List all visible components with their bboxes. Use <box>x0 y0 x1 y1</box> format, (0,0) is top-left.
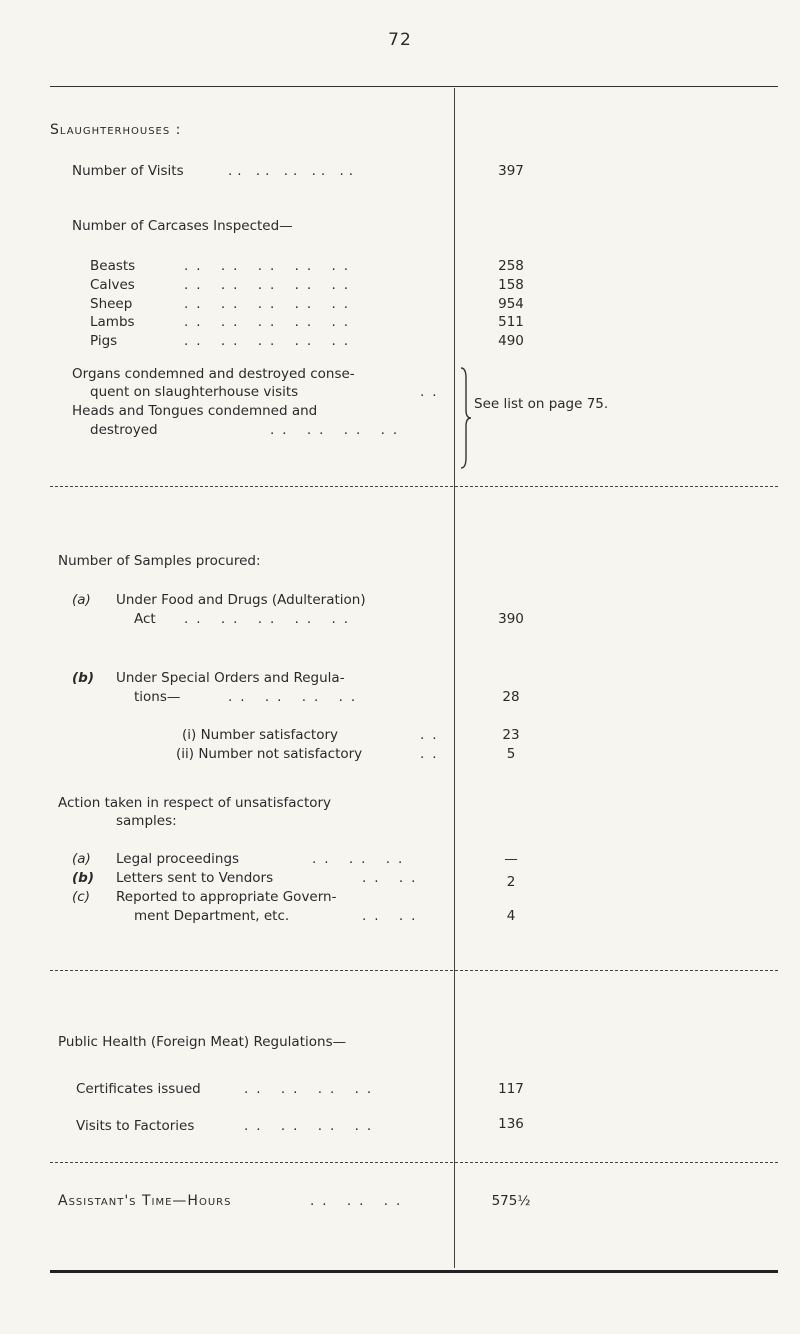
leader-dots: .. <box>420 746 445 762</box>
organs-line: quent on slaughterhouse visits <box>90 384 299 400</box>
factories-value: 136 <box>498 1116 524 1132</box>
samples-satisfactory-label: (i) Number satisfactory <box>182 727 339 743</box>
leader-dots: .. .. .. <box>312 851 411 867</box>
carcases-label: Number of Carcases Inspected— <box>72 218 293 234</box>
assistant-label: Assistant's Time—Hours <box>58 1193 232 1209</box>
samples-a-line: Act <box>134 611 156 627</box>
visits-label: Number of Visits <box>72 163 184 179</box>
action-c-line: Reported to appropriate Govern- <box>116 889 337 905</box>
samples-b-line: tions— <box>134 689 181 705</box>
assistant-value: 575½ <box>491 1193 531 1209</box>
section-divider-1 <box>50 486 778 487</box>
samples-b-line: Under Special Orders and Regula- <box>116 670 345 686</box>
leader-dots: .. .. .. .. .. <box>184 611 357 627</box>
carcase-label: Beasts <box>90 258 136 274</box>
leader-dots: .. .. .. .. .. <box>184 277 357 293</box>
action-a-label: Legal proceedings <box>116 851 240 867</box>
action-c-line: ment Department, etc. <box>134 908 290 924</box>
leader-dots: .. .. .. .. .. <box>184 333 357 349</box>
samples-a-letter: (a) <box>72 592 91 608</box>
leader-dots: .. <box>420 727 445 743</box>
certificates-value: 117 <box>498 1081 524 1097</box>
action-heading: samples: <box>116 813 177 829</box>
carcase-value: 490 <box>498 333 524 349</box>
carcase-value: 258 <box>498 258 524 274</box>
foreign-meat-heading: Public Health (Foreign Meat) Regulations— <box>58 1034 347 1050</box>
carcase-label: Sheep <box>90 296 133 312</box>
samples-not-satisfactory-value: 5 <box>506 746 516 762</box>
carcase-label: Lambs <box>90 314 135 330</box>
section-divider-2 <box>50 970 778 971</box>
carcase-value: 511 <box>498 314 524 330</box>
samples-heading: Number of Samples procured: <box>58 553 261 569</box>
action-heading: Action taken in respect of unsatisfactory <box>58 795 332 811</box>
page-number: 72 <box>388 30 412 50</box>
curly-brace-icon <box>458 366 472 470</box>
leader-dots: .. .. .. .. <box>244 1081 380 1097</box>
action-b-value: 2 <box>506 874 516 890</box>
heads-line: Heads and Tongues condemned and <box>72 403 318 419</box>
certificates-label: Certificates issued <box>76 1081 201 1097</box>
action-a-letter: (a) <box>72 851 91 867</box>
samples-not-satisfactory-label: (ii) Number not satisfactory <box>176 746 363 762</box>
samples-a-value: 390 <box>498 611 524 627</box>
carcase-value: 954 <box>498 296 524 312</box>
leader-dots: .. .. .. .. <box>270 422 406 438</box>
leader-dots: .. .. <box>362 870 424 886</box>
action-c-value: 4 <box>506 908 516 924</box>
leader-dots: .. .. .. .. .. <box>184 258 357 274</box>
leader-dots: .. .. .. .. .. <box>184 296 357 312</box>
action-c-letter: (c) <box>72 889 90 905</box>
leader-dots: .. .. .. .. <box>228 689 364 705</box>
samples-a-line: Under Food and Drugs (Adulteration) <box>116 592 366 608</box>
factories-label: Visits to Factories <box>76 1118 195 1134</box>
organs-line: Organs condemned and destroyed conse- <box>72 366 355 382</box>
leader-dots: .. .. .. .. .. <box>228 163 359 179</box>
samples-b-value: 28 <box>502 689 520 705</box>
carcase-label: Calves <box>90 277 135 293</box>
section-divider-3 <box>50 1162 778 1163</box>
samples-b-letter: (b) <box>72 670 95 686</box>
leader-dots: .. .. .. .. <box>244 1118 380 1134</box>
leader-dots: .. .. .. <box>310 1193 409 1209</box>
samples-satisfactory-value: 23 <box>502 727 520 743</box>
action-a-value: — <box>504 851 518 867</box>
carcase-value: 158 <box>498 277 524 293</box>
see-list-note: See list on page 75. <box>474 396 609 412</box>
leader-dots: .. .. .. .. .. <box>184 314 357 330</box>
slaughterhouses-heading: Slaughterhouses : <box>50 122 182 138</box>
bottom-rule <box>50 1270 778 1273</box>
top-rule <box>50 86 778 87</box>
column-separator <box>454 88 455 1268</box>
carcase-label: Pigs <box>90 333 118 349</box>
leader-dots: .. <box>420 384 445 400</box>
heads-line: destroyed <box>90 422 158 438</box>
leader-dots: .. .. <box>362 908 424 924</box>
action-b-label: Letters sent to Vendors <box>116 870 274 886</box>
visits-value: 397 <box>498 163 524 179</box>
action-b-letter: (b) <box>72 870 95 886</box>
